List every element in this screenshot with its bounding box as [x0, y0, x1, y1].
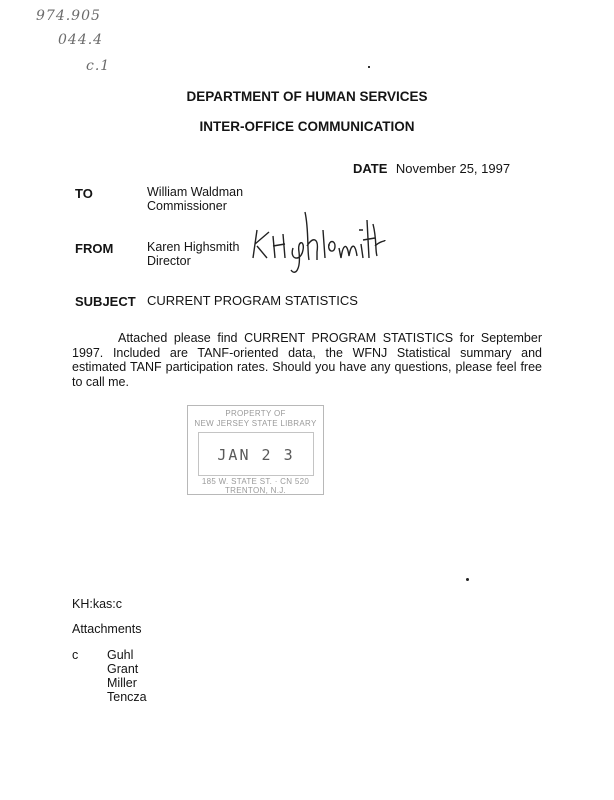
stamp-date: JAN 2 3: [217, 446, 295, 464]
cc-recipient: Miller: [107, 676, 137, 690]
cc-recipient: Grant: [107, 662, 139, 676]
signature-image: [243, 200, 388, 278]
from-title: Director: [147, 254, 191, 268]
typist-initials: KH:kas:c: [72, 597, 123, 611]
stamp-line-1: PROPERTY OF: [225, 409, 286, 418]
attachments-note: Attachments: [72, 622, 142, 636]
cc-recipient: Guhl: [107, 648, 134, 662]
cc-list: [107, 648, 147, 704]
library-stamp: [187, 405, 324, 495]
cc-recipient: Tencza: [107, 690, 147, 704]
to-title: Commissioner: [147, 199, 227, 213]
scan-speck: [368, 66, 370, 68]
from-name: Karen Highsmith: [147, 240, 240, 254]
handwritten-call-number: 974.905: [36, 8, 101, 24]
subject-value: CURRENT PROGRAM STATISTICS: [147, 293, 358, 308]
cc-label: c: [72, 648, 79, 662]
date-label: DATE: [353, 161, 388, 176]
from-label: FROM: [75, 241, 114, 256]
stamp-line-2: NEW JERSEY STATE LIBRARY: [194, 419, 317, 428]
stamp-date-box: [198, 432, 314, 476]
stamp-line-4: TRENTON, N.J.: [224, 486, 287, 495]
scan-speck: [466, 578, 469, 581]
handwritten-volume: 044.4: [58, 32, 104, 48]
date-value: November 25, 1997: [395, 161, 511, 176]
subject-label: SUBJECT: [75, 294, 136, 309]
stamp-line-3: 185 W. STATE ST. · CN 520: [201, 477, 310, 486]
to-label: TO: [75, 186, 93, 201]
department-heading: DEPARTMENT OF HUMAN SERVICES: [186, 89, 428, 104]
handwritten-copy: c.1: [86, 58, 111, 74]
memo-type-heading: INTER-OFFICE COMMUNICATION: [199, 119, 415, 134]
date-line: [353, 160, 510, 178]
to-name: William Waldman: [147, 185, 244, 199]
body-paragraph: Attached please find CURRENT PROGRAM STATISTICS for September 1997. Included are TANF-oriented data, the WFNJ Statistical summary and estimated TANF participation rates. Should you have any questions, please feel free to call me.: [72, 331, 542, 389]
